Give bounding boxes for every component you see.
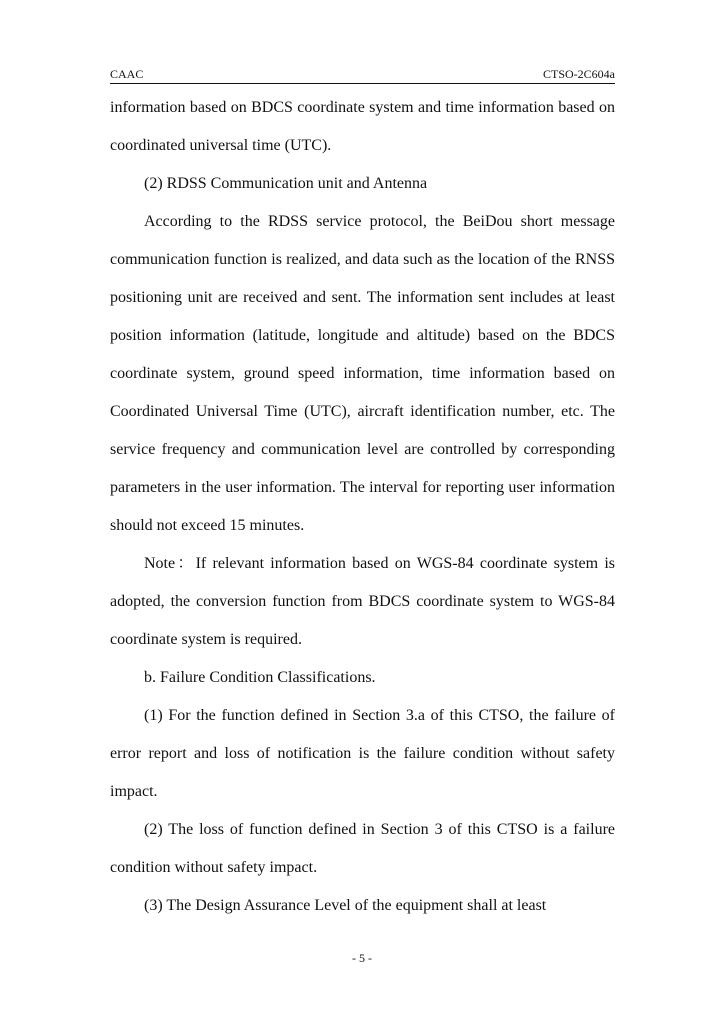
document-body [110,89,615,925]
header-document-id: CTSO-2C604a [543,67,615,81]
page-number: - 5 - [352,951,372,965]
paragraph-failure-3: (3) The Design Assurance Level of the equipment shall at least [144,897,547,914]
section-heading-rdss: (2) RDSS Communication unit and Antenna [144,175,428,192]
paragraph-failure-1: (1) For the function defined in Section 3.a of this CTSO, the failure of error report and loss of notification is the failure condition without safety impact. [110,707,615,800]
page-header [110,67,615,84]
paragraph-failure-2: (2) The loss of function defined in Section 3 of this CTSO is a failure condition without safety impact. [110,821,615,876]
header-organization: CAAC [110,67,144,81]
section-heading-failure-conditions: b. Failure Condition Classifications. [144,669,376,686]
paragraph-note: Note：If relevant information based on WGS-84 coordinate system is adopted, the conversion function from BDCS coordinate system to WGS-84 coordinate system is required. [110,555,615,648]
paragraph-rdss-description: According to the RDSS service protocol, the BeiDou short message communication function is realized, and data such as the location of the RNSS positioning unit are received and sent. The information sent includes at least position information (latitude, longitude and altitude) based on the BDCS coordinate system, ground speed information, time information based on Coordinated Universal Time (UTC), aircraft identification number, etc. The service frequency and communication level are controlled by corresponding parameters in the user information. The interval for reporting user information should not exceed 15 minutes. [110,213,615,534]
paragraph-continuation: information based on BDCS coordinate system and time information based on coordinated universal time (UTC). [110,99,615,154]
